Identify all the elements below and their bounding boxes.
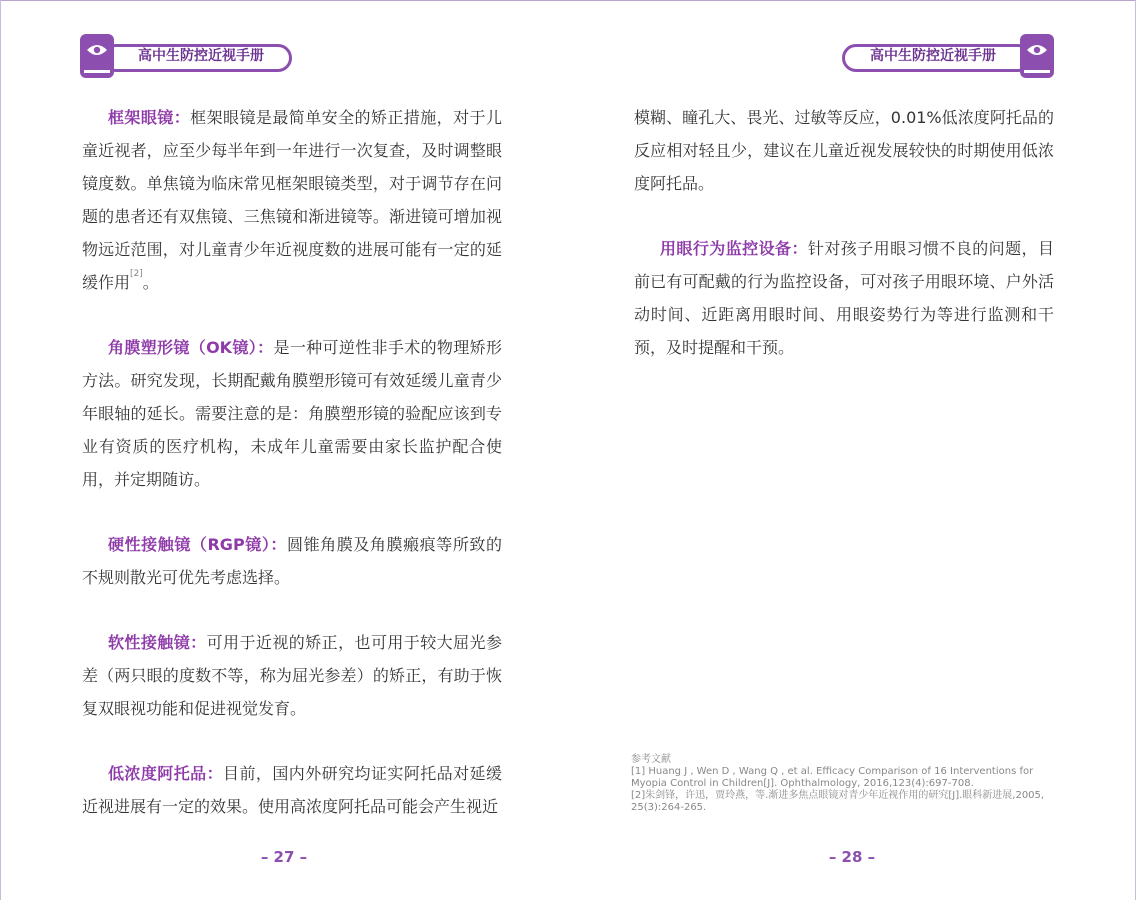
- references: [631, 754, 1061, 814]
- eye-icon: [1025, 42, 1049, 58]
- page-header-left: [80, 34, 292, 80]
- page-header-right: [842, 34, 1054, 80]
- page-right: [568, 0, 1136, 900]
- reference-item: [2]朱剑锋，许迅，贾玲燕，等.渐进多焦点眼镜对青少年近视作用的研究[J].眼科新进展,2005, 25(3):264-265.: [631, 790, 1045, 813]
- reference-item: [1] Huang J , Wen D , Wang Q , et al. Efficacy Comparison of 16 Interventions for Myopia Control in Children[J]. Ophthalmology, 2016,123(4):697-708.: [631, 766, 1034, 789]
- lead-rgp-lens: 硬性接触镜（RGP镜）：: [108, 535, 287, 554]
- lead-monitor-device: 用眼行为监控设备：: [660, 239, 808, 258]
- body-rgp-lens: 圆锥角膜及角膜瘢痕等所致的不规则散光可优先考虑选择。: [82, 535, 502, 587]
- paragraph-rgp-lens: [82, 528, 502, 594]
- paragraph-frame-glasses: [82, 101, 502, 299]
- body-frame-glasses: 框架眼镜是最简单安全的矫正措施，对于儿童近视者，应至少每半年到一年进行一次复查，及时调整眼镜度数。单焦镜为临床常见框架眼镜类型，对于调节存在问题的患者还有双焦镜、三焦镜和渐进镜等。渐进镜可增加视物远近范围，对儿童青少年近视度数的进展可能有一定的延缓作用: [82, 108, 502, 292]
- tail-frame-glasses: 。: [142, 273, 159, 292]
- body-soft-lens: 可用于近视的矫正，也可用于较大屈光参差（两只眼的度数不等，称为屈光参差）的矫正，有助于恢复双眼视功能和促进视觉发育。: [82, 633, 502, 718]
- header-title: 高中生防控近视手册: [138, 48, 264, 64]
- lead-frame-glasses: 框架眼镜：: [108, 108, 191, 127]
- book-edge: [84, 70, 110, 73]
- body-ok-lens: 是一种可逆性非手术的物理矫形方法。研究发现，长期配戴角膜塑形镜可有效延缓儿童青少年眼轴的延长。需要注意的是：角膜塑形镜的验配应该到专业有资质的医疗机构，未成年儿童需要由家长监护配合使用，并定期随访。: [82, 338, 502, 489]
- lead-atropine: 低浓度阿托品：: [108, 764, 224, 783]
- lead-soft-lens: 软性接触镜：: [108, 633, 207, 652]
- paragraph-atropine: [82, 757, 502, 823]
- header-title: 高中生防控近视手册: [870, 48, 996, 64]
- references-heading: 参考文献: [631, 754, 671, 765]
- paragraph-ok-lens: [82, 331, 502, 496]
- book-edge: [1024, 70, 1050, 73]
- page-number-right: – 28 –: [828, 848, 876, 866]
- eye-icon: [85, 42, 109, 58]
- left-body: [82, 101, 502, 855]
- paragraph-atropine-continued: 模糊、瞳孔大、畏光、过敏等反应，0.01%低浓度阿托品的反应相对轻且少，建议在儿童近视发展较快的时期使用低浓度阿托品。: [634, 108, 1054, 193]
- citation-2: [2]: [130, 269, 143, 279]
- paragraph-soft-lens: [82, 626, 502, 725]
- right-body: [634, 101, 1054, 396]
- body-monitor-device: 针对孩子用眼习惯不良的问题，目前已有可配戴的行为监控设备，可对孩子用眼环境、户外活动时间、近距离用眼时间、用眼姿势行为等进行监测和干预，及时提醒和干预。: [634, 239, 1054, 357]
- body-atropine: 目前，国内外研究均证实阿托品对延缓近视进展有一定的效果。使用高浓度阿托品可能会产生视近: [82, 764, 502, 816]
- paragraph-monitor-device: [634, 232, 1054, 364]
- lead-ok-lens: 角膜塑形镜（OK镜）：: [108, 338, 274, 357]
- page-number-left: – 27 –: [260, 848, 308, 866]
- book-badge: [80, 34, 114, 78]
- book-badge: [1020, 34, 1054, 78]
